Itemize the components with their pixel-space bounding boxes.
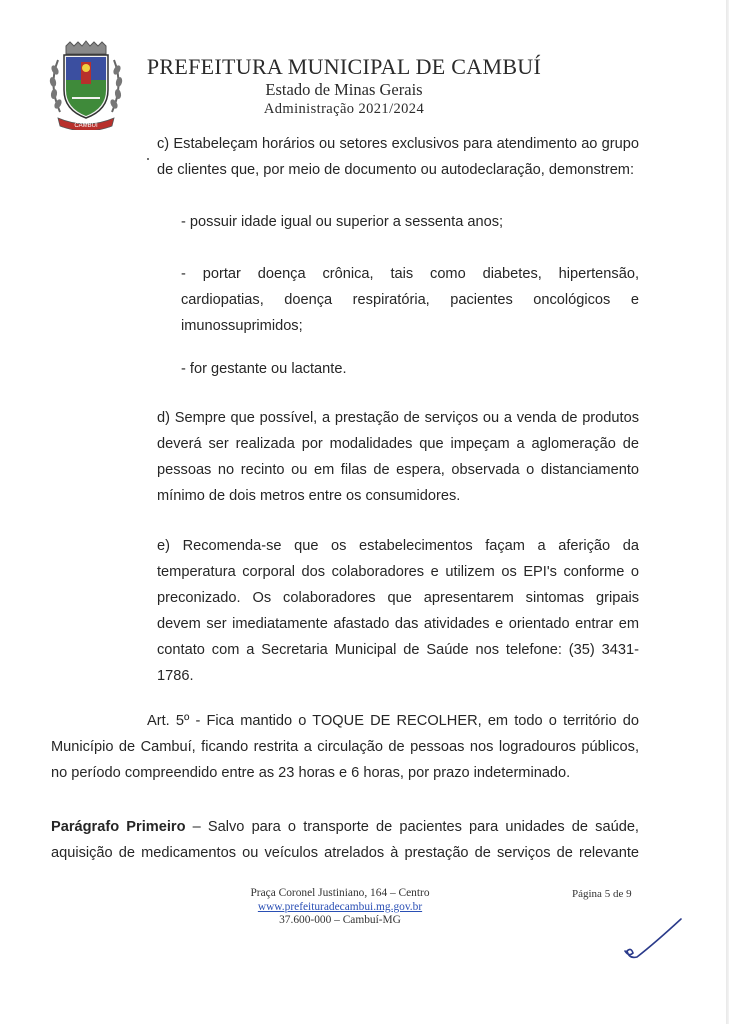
item-d-line: d) Sempre que possível, a prestação de serviços ou a venda de produtos [157, 410, 639, 426]
article-5 [51, 708, 639, 786]
list-item-line: - portar doença crônica, tais como diabetes, hipertensão, [181, 266, 639, 282]
item-c [157, 131, 639, 183]
list-item-age: - possuir idade igual ou superior a sessenta anos; [181, 214, 504, 230]
footer-address: Praça Coronel Justiniano, 164 – Centro [250, 887, 430, 899]
state-subtitle: Estado de Minas Gerais [265, 80, 423, 99]
item-d-line: pessoas no recinto ou em filas de espera, observada o distanciamento [157, 462, 639, 478]
list-item-line: cardiopatias, doença respiratória, pacientes oncológicos e [181, 292, 639, 308]
administration-period: Administração 2021/2024 [263, 101, 425, 117]
item-e [157, 533, 639, 689]
item-d-line: deverá ser realizada por modalidades que impeçam a aglomeração de [157, 436, 639, 452]
item-e-line: devem ser imediatamente afastado das atividades e orientado entrar em [157, 616, 639, 632]
item-d [157, 405, 639, 509]
scan-speck [147, 158, 149, 160]
list-item-chronic-disease [181, 261, 639, 339]
footer [195, 887, 485, 928]
paragraph-first-line: aquisição de medicamentos ou veículos atrelados à prestação de serviços de relevante [51, 845, 639, 861]
municipality-title: PREFEITURA MUNICIPAL DE CAMBUÍ [146, 54, 542, 79]
item-e-line: preconizado. Os colaboradores que apresentarem sintomas gripais [157, 590, 639, 606]
crest-banner-text: CAMBUÍ [74, 123, 98, 129]
page-edge [726, 0, 729, 1024]
item-d-line: mínimo de dois metros entre os consumidores. [157, 488, 461, 504]
item-e-line: e) Recomenda-se que os estabelecimentos façam a aferição da [157, 538, 639, 554]
footer-postal: 37.600-000 – Cambuí-MG [279, 914, 401, 926]
paragraph-first-line [51, 814, 639, 840]
coat-of-arms-logo [44, 40, 128, 130]
page-number: Página 5 de 9 [572, 888, 632, 900]
item-c-line: c) Estabeleçam horários ou setores exclusivos para atendimento ao grupo [157, 136, 639, 152]
item-c-line: de clientes que, por meio de documento ou autodeclaração, demonstrem: [157, 162, 635, 178]
letterhead [128, 54, 560, 119]
footer-website-link[interactable]: www.prefeituradecambui.mg.gov.br [257, 900, 423, 913]
signature-mark [615, 915, 695, 965]
item-e-line: contato com a Secretaria Municipal de Saúde nos telefone: (35) 3431- [157, 642, 639, 658]
article-5-line: no período compreendido entre as 23 horas e 6 horas, por prazo indeterminado. [51, 765, 571, 781]
article-5-line: Art. 5º - Fica mantido o TOQUE DE RECOLHER, em todo o território do [147, 713, 639, 729]
list-item-line: imunossuprimidos; [181, 318, 303, 334]
article-5-line: Município de Cambuí, ficando restrita a circulação de pessoas nos logradouros públicos, [51, 739, 639, 755]
paragraph-first-text: – Salvo para o transporte de pacientes para unidades de saúde, [185, 819, 639, 835]
item-e-line: 1786. [157, 668, 194, 684]
item-e-line: temperatura corporal dos colaboradores e utilizem os EPI's conforme o [157, 564, 639, 580]
paragraph-first [51, 814, 639, 866]
list-item-pregnant: - for gestante ou lactante. [181, 361, 347, 377]
paragraph-heading: Parágrafo Primeiro [51, 819, 186, 835]
